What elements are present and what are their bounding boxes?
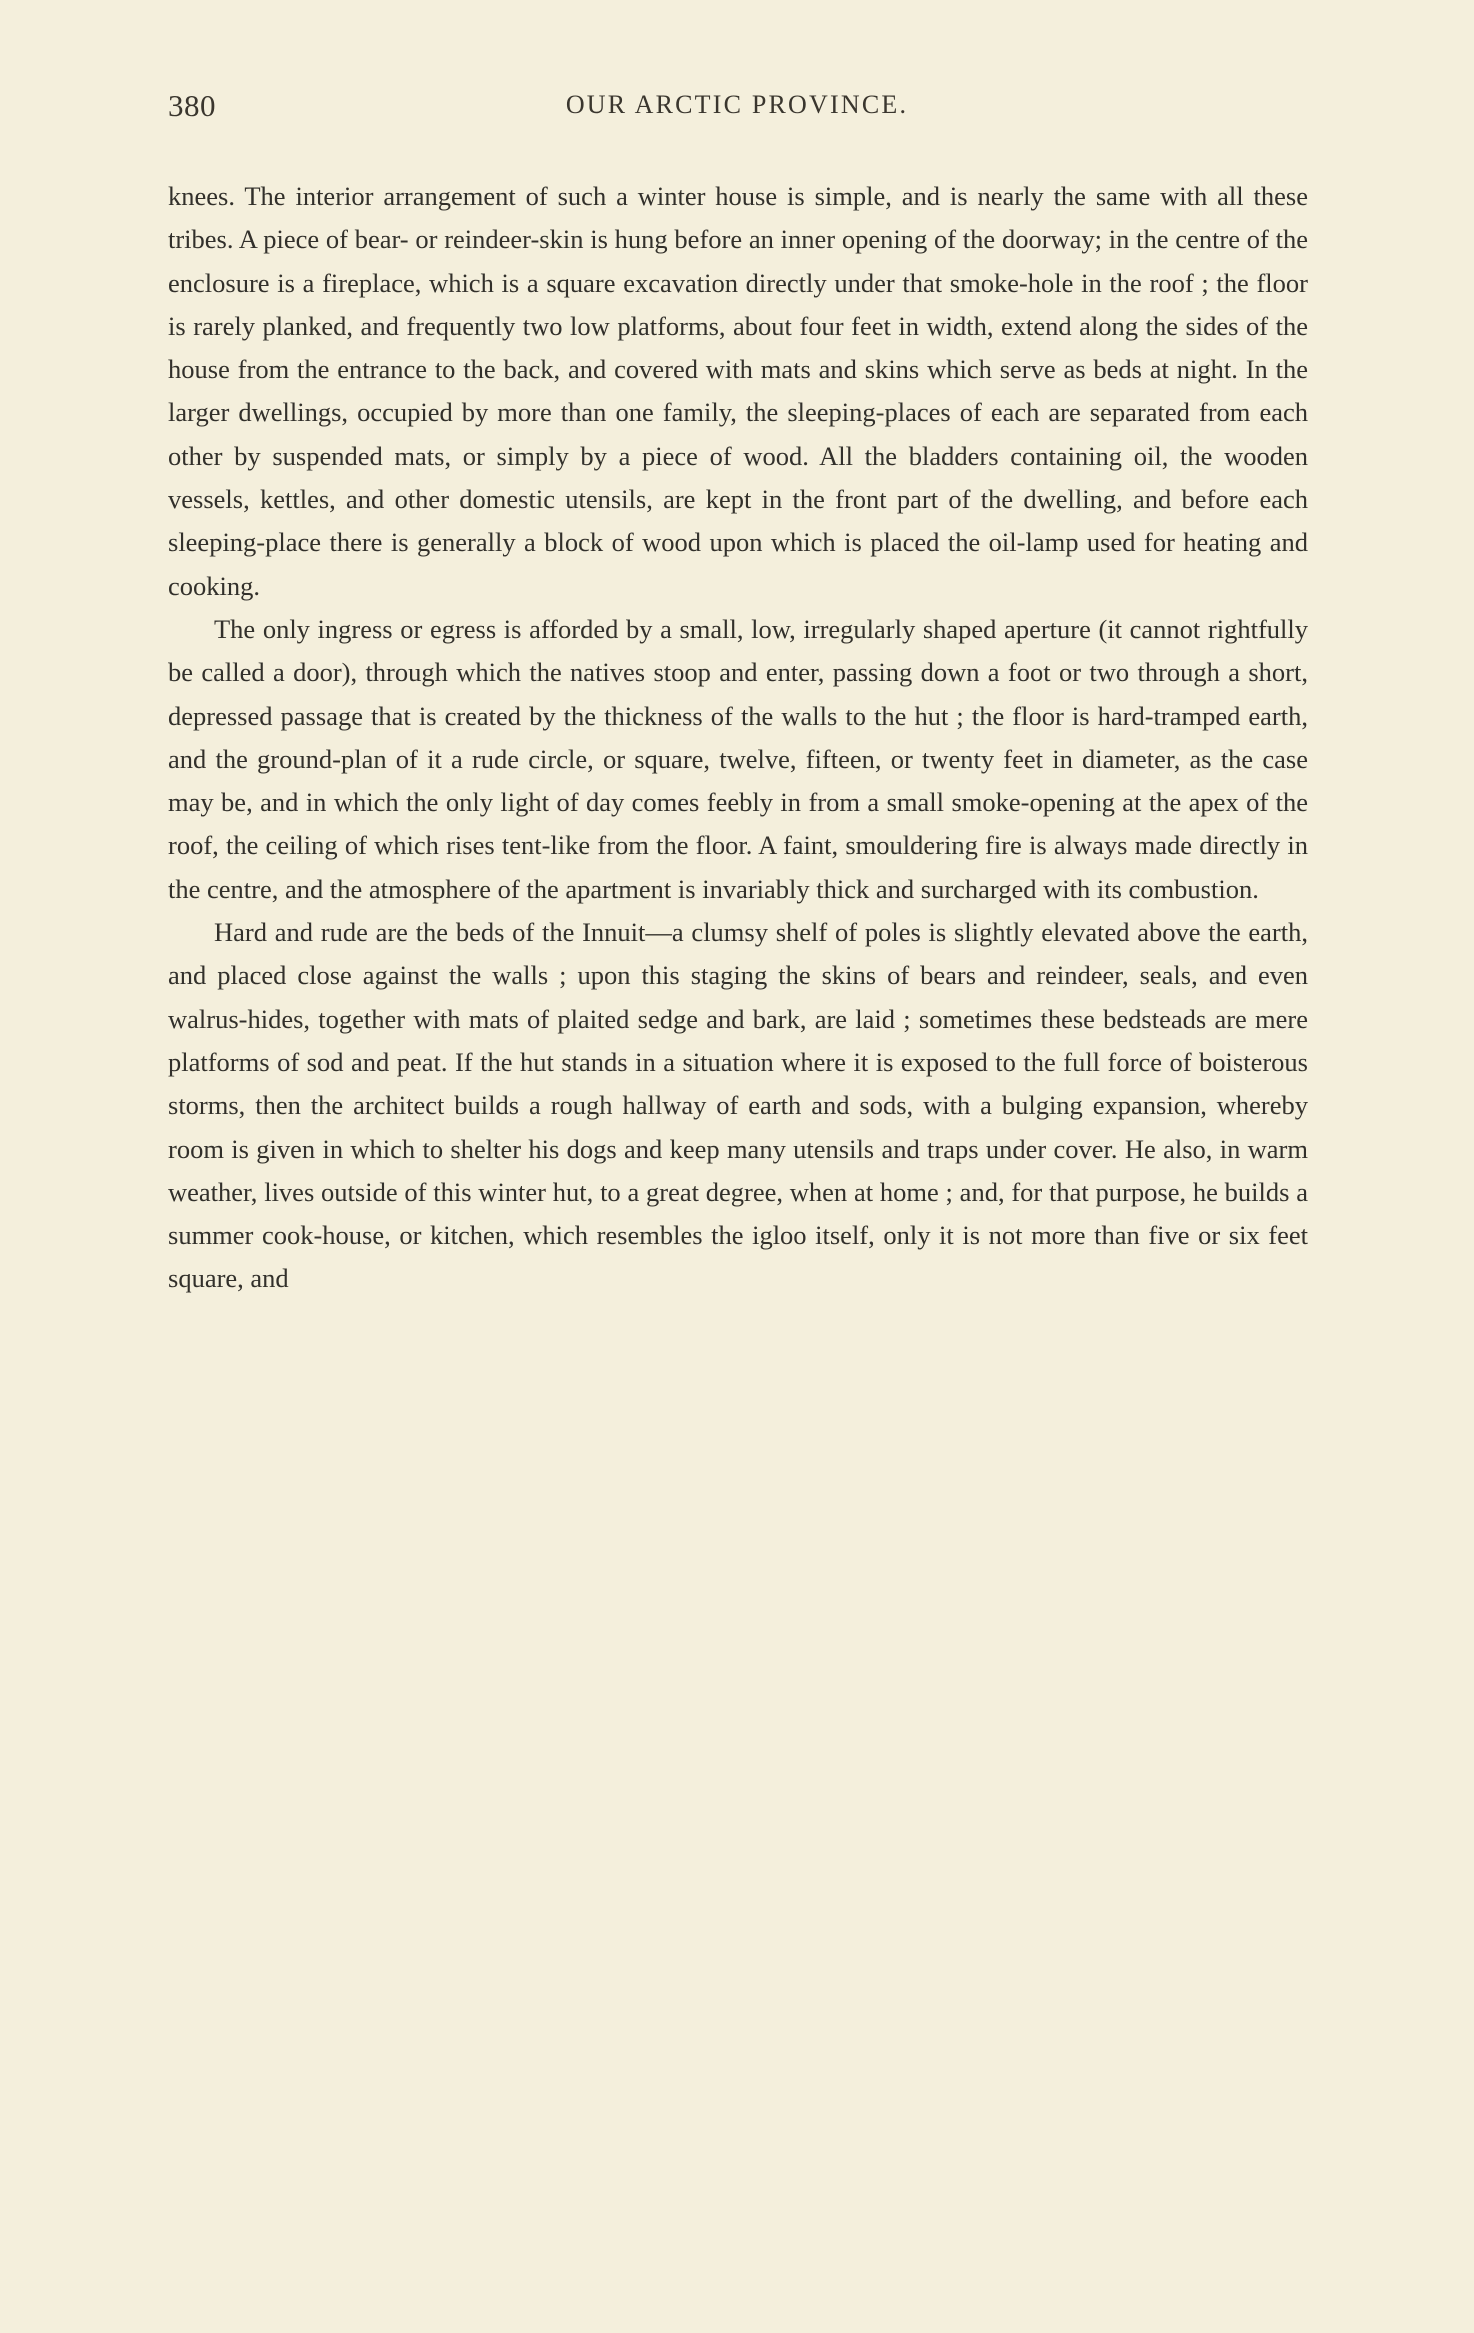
page-number: 380 — [168, 88, 216, 123]
paragraph: knees. The interior arrangement of such a winter house is simple, and is nearly the same with all these tribes. A piece of bear- or reindeer-skin is hung before an inner opening of the doorway; in the centre of the enclosure is a fireplace, which is a square excavation directly under that smoke-hole in the roof ; the floor is rarely planked, and frequently two low platforms, about four feet in width, extend along the sides of the house from the entrance to the back, and covered with mats and skins which serve as beds at night. In the larger dwellings, occupied by more than one family, the sleeping-places of each are separated from each other by suspended mats, or simply by a piece of wood. All the bladders containing oil, the wooden vessels, kettles, and other domestic utensils, are kept in the front part of the dwelling, and before each sleeping-place there is generally a block of wood upon which is placed the oil-lamp used for heating and cooking. — [168, 181, 1308, 601]
page-header — [0, 88, 1474, 128]
running-head: OUR ARCTIC PROVINCE. — [565, 90, 909, 119]
paragraph: The only ingress or egress is afforded by a small, low, irregularly shaped aperture (it cannot rightfully be called a door), through which the natives stoop and enter, passing down a foot or two through a short, depressed passage that is created by the thickness of the walls to the hut ; the floor is hard-tramped earth, and the ground-plan of it a rude circle, or square, twelve, fifteen, or twenty feet in diameter, as the case may be, and in which the only light of day comes feebly in from a small smoke-opening at the apex of the roof, the ceiling of which rises tent-like from the floor. A faint, smouldering fire is always made directly in the centre, and the atmosphere of the apartment is invariably thick and surcharged with its combustion. — [168, 613, 1308, 904]
page-body — [168, 175, 1308, 1301]
paragraph: Hard and rude are the beds of the Innuit—a clumsy shelf of poles is slightly elevated above the earth, and placed close against the walls ; upon this staging the skins of bears and reindeer, seals, and even walrus-hides, together with mats of plaited sedge and bark, are laid ; sometimes these bedsteads are mere platforms of sod and peat. If the hut stands in a situation where it is exposed to the full force of boisterous storms, then the architect builds a rough hallway of earth and sods, with a bulging expansion, whereby room is given in which to shelter his dogs and keep many utensils and traps under cover. He also, in warm weather, lives outside of this winter hut, to a great degree, when at home ; and, for that purpose, he builds a summer cook-house, or kitchen, which resembles the igloo itself, only it is not more than five or six feet square, and — [168, 917, 1308, 1294]
